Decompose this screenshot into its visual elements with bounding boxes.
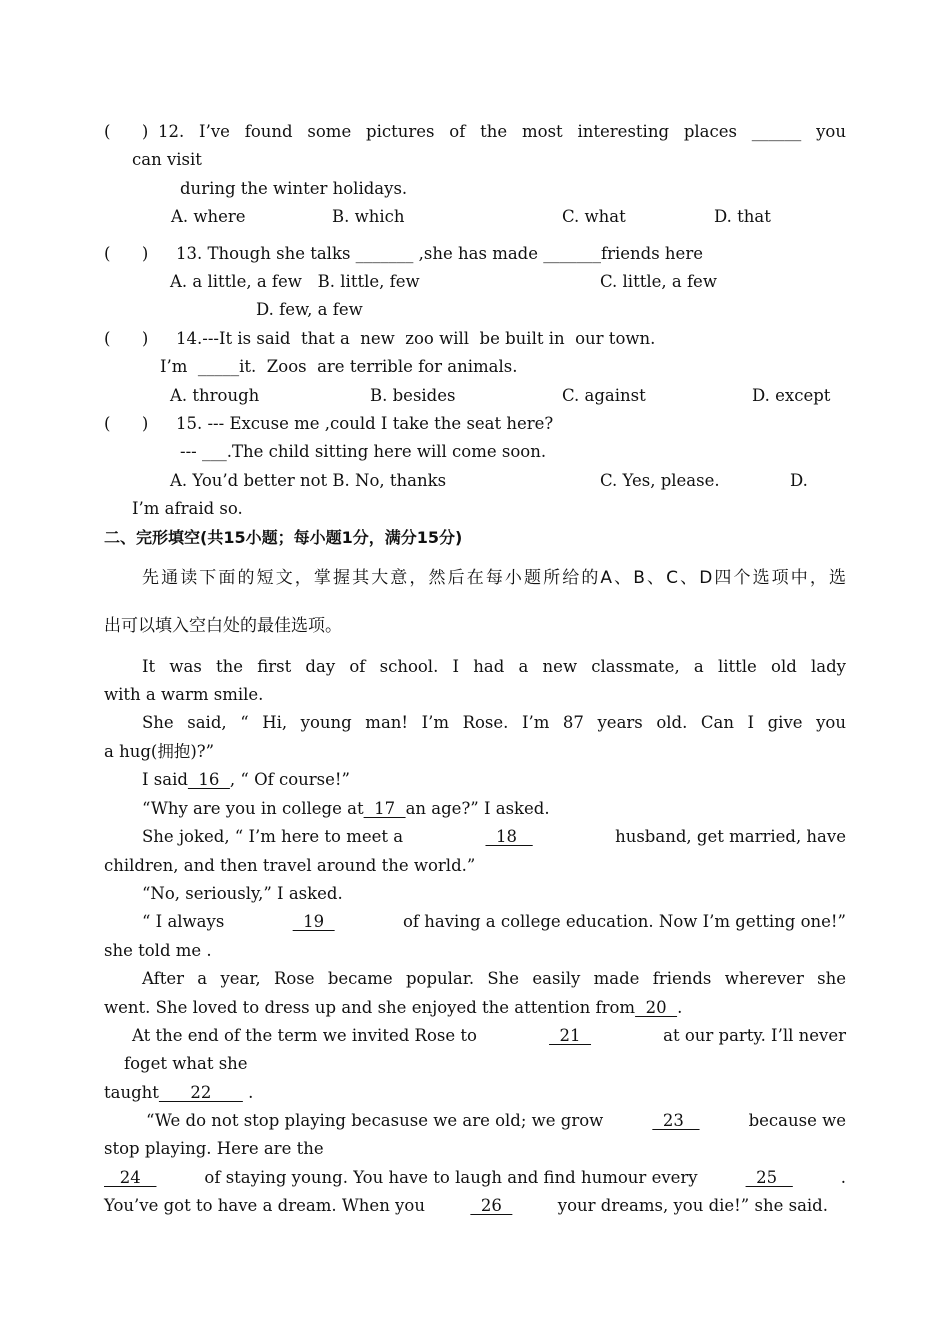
blank-25: 25 [745, 1168, 793, 1187]
passage-line: 24 of staying young. You have to laugh and find humour every 25 . [104, 1168, 846, 1187]
passage-line: “ I always 19 of having a college education. Now I’m getting one!” [142, 912, 846, 931]
q15-stem-cont: --- ___.The child sitting here will come soon. [180, 442, 547, 461]
passage-line: with a warm smile. [104, 685, 264, 704]
q13-paren: ( ) [104, 244, 149, 263]
passage-line: After a year, Rose became popular. She easily made friends wherever she [142, 969, 846, 988]
passage-line: She joked, “ I’m here to meet a 18 husband, get married, have [142, 827, 846, 846]
q14-option-a: A. through [170, 386, 260, 405]
q14-stem-cont: I’m _____it. Zoos are terrible for animals. [160, 357, 518, 376]
blank-19: 19 [292, 912, 335, 931]
passage-line: a hug(拥抱)?” [104, 742, 215, 761]
blank-26: 26 [470, 1196, 513, 1215]
q12-stem: 12. I’ve found some pictures of the most interesting places ______ you [158, 122, 846, 141]
q15-paren: ( ) [104, 414, 149, 433]
blank-16: 16 [187, 770, 230, 789]
q12-stem-cont2: during the winter holidays. [180, 179, 408, 198]
section-instructions-cont: 出可以填入空白处的最佳选项。 [104, 616, 342, 636]
q15-options-ab: A. You’d better not B. No, thanks [170, 471, 447, 490]
q12-option-d: D. that [714, 207, 771, 226]
passage-line: It was the first day of school. I had a new classmate, a little old lady [142, 657, 846, 676]
q12-option-c: C. what [562, 207, 626, 226]
passage-line: You’ve got to have a dream. When you 26 your dreams, you die!” she said. [104, 1196, 828, 1215]
passage-line: stop playing. Here are the [104, 1139, 324, 1158]
passage-line: she told me . [104, 941, 212, 960]
blank-20: 20 [635, 998, 678, 1017]
blank-21: 21 [549, 1026, 592, 1045]
passage-line: She said, “ Hi, young man! I’m Rose. I’m 87 years old. Can I give you [142, 713, 846, 732]
passage-line: “No, seriously,” I asked. [142, 884, 343, 903]
q15-option-d-label: D. [790, 471, 808, 490]
blank-18: 18 [485, 827, 533, 846]
q14-option-b: B. besides [370, 386, 456, 405]
q12-paren: ( ) [104, 122, 149, 141]
q15-stem: 15. --- Excuse me ,could I take the seat here? [176, 414, 554, 433]
q13-options-ab: A. a little, a few B. little, few [170, 272, 420, 291]
passage-line: foget what she [124, 1054, 248, 1073]
blank-17: 17 [363, 799, 406, 818]
blank-23: 23 [652, 1111, 700, 1130]
section-instructions: 先通读下面的短文，掌握其大意，然后在每小题所给的A、B、C、D四个选项中，选 [142, 568, 846, 588]
blank-22: 22 [158, 1083, 243, 1102]
q14-option-c: C. against [562, 386, 646, 405]
passage-line: At the end of the term we invited Rose to 21 at our party. I’ll never [132, 1026, 846, 1045]
q14-paren: ( ) [104, 329, 149, 348]
passage-line: “We do not stop playing becasuse we are old; we grow 23 because we [146, 1111, 846, 1130]
q13-stem: 13. Though she talks _______ ,she has made _______friends here [176, 244, 703, 263]
passage-line: I said 16 , “ Of course!” [142, 770, 350, 789]
q13-option-c: C. little, a few [600, 272, 717, 291]
q14-stem: 14.---It is said that a new zoo will be built in our town. [176, 329, 656, 348]
passage-line: went. She loved to dress up and she enjoyed the attention from 20 . [104, 998, 683, 1017]
q15-option-c: C. Yes, please. [600, 471, 720, 490]
q12-option-b: B. which [332, 207, 405, 226]
passage-line: children, and then travel around the world.” [104, 856, 476, 875]
passage-line: taught 22 . [104, 1083, 254, 1102]
q14-option-d: D. except [752, 386, 831, 405]
section-heading: 二、完形填空(共15小题；每小题1分，满分15分) [104, 528, 463, 547]
blank-24: 24 [104, 1168, 157, 1187]
q12-stem-cont: can visit [132, 150, 202, 169]
passage-line: “Why are you in college at 17 an age?” I asked. [142, 799, 550, 818]
q12-option-a: A. where [171, 207, 246, 226]
q15-option-d-text: I’m afraid so. [132, 499, 243, 518]
q13-option-d: D. few, a few [256, 300, 363, 319]
